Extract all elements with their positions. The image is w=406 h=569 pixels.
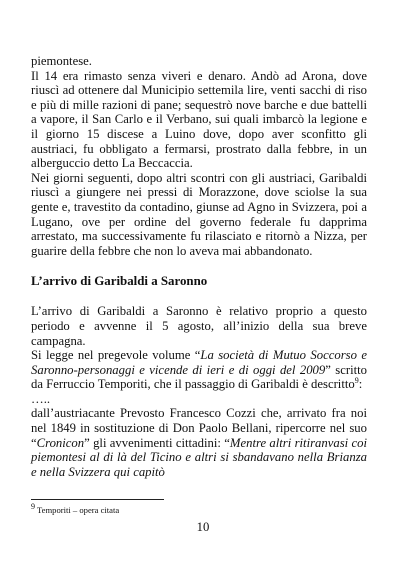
paragraph-5-text-a: Si legge nel pregevole volume “ [31, 348, 201, 363]
paragraph-5-text-c: : [358, 377, 363, 392]
page-body [31, 54, 367, 479]
paragraph-2: Il 14 era rimasto senza viveri e denaro. Andò ad Arona, dove riuscì ad ottenere dal Municipio settemila lire, venti sacchi di riso e più di mille razioni di pane; sequestrò nove barche e due battelli a vapore, il San Carlo e il Verbano, sui quali imbarcò la legione e il giorno 15 discese a Luino dove, dopo aver sconfitto gli austriaci, fu obbligato a fermarsi, prostrato dalla febbre, in un alberguccio detto La Beccaccia. [31, 68, 367, 171]
cronicon-quote: Mentre altri ritiranvasi coi piemontesi al di là del Ticino e altri si sbandavano nella Brianza e nella Svizzera qui capitò [31, 435, 367, 479]
cronicon-title: Cronicon [36, 435, 85, 450]
footnote-divider [31, 499, 164, 500]
paragraph-6-text-a: dall’austriacante Prevosto Francesco Cozzi che, arrivato fra noi nel 1849 in sostituzione di Don Paolo Bellani, ripercorre nel suo “ [31, 406, 367, 450]
footnote-text: Temporiti – opera citata [35, 505, 120, 515]
paragraph-5 [31, 348, 367, 392]
footnote-ref: 9 [354, 376, 359, 386]
paragraph-4: L’arrivo di Garibaldi a Saronno è relativo proprio a questo periodo e avvenne il 5 agosto, all’inizio della sua breve campagna. [31, 304, 367, 348]
book-title: La società di Mutuo Soccorso e Saronno-personaggi e vicende di ieri e di oggi del 2009 [31, 348, 367, 377]
section-heading: L’arrivo di Garibaldi a Saronno [31, 274, 208, 289]
paragraph-6-text-b: ” gli avvenimenti cittadini: “ [84, 435, 230, 450]
paragraph-3: Nei giorni seguenti, dopo altri scontri con gli austriaci, Garibaldi riuscì a giungere nei pressi di Morazzone, dove sciolse la sua gente e, travestito da contadino, giunse ad Agno in Svizzera, poi a Lugano, ove per ordine del governo federale fu dapprima arrestato, ma successivamente fu rilasciato e ritornò a Nizza, per guarire della febbre che non lo aveva mai abbandonato. [31, 170, 367, 258]
paragraph-5-text-b: ” scritto da Ferruccio Temporiti, che il passaggio di Garibaldi è descritto [31, 362, 367, 392]
page-number: 10 [196, 520, 210, 534]
footnote [31, 502, 120, 515]
ellipsis: ….. [31, 391, 51, 406]
paragraph-6 [31, 406, 367, 479]
footnote-number: 9 [31, 502, 35, 512]
paragraph-1: piemontese. [31, 54, 92, 68]
